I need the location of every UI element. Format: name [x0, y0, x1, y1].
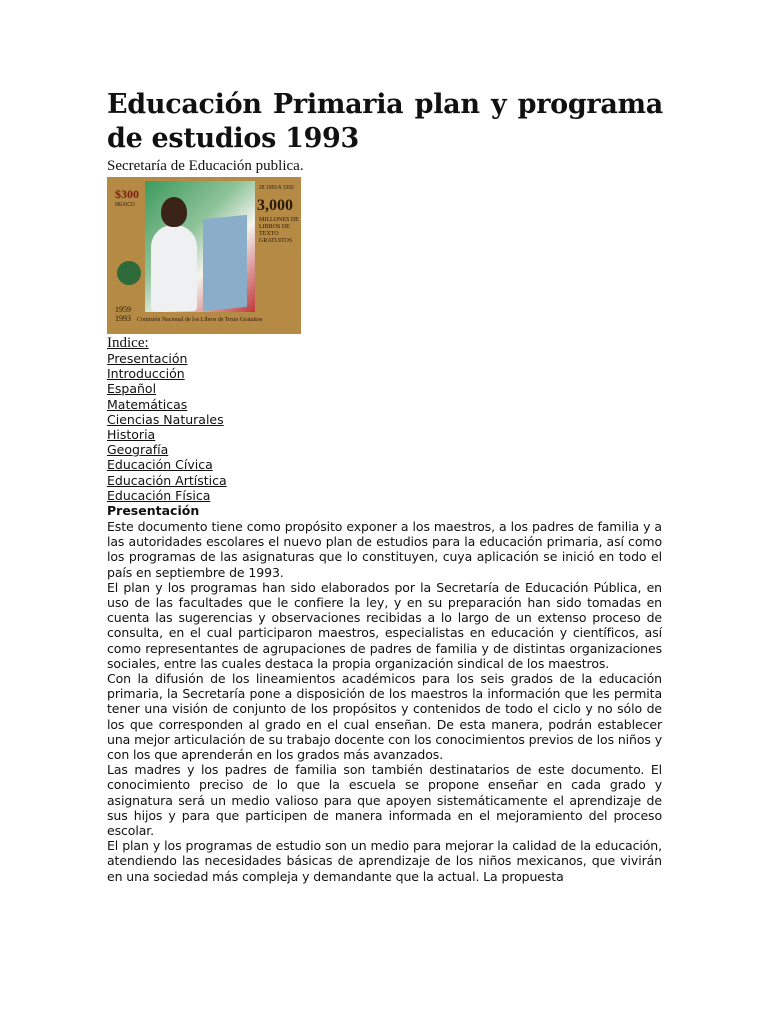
stamp-figure-body — [151, 225, 197, 311]
toc-link[interactable]: Ciencias Naturales — [107, 411, 224, 427]
toc-link[interactable]: Educación Cívica — [107, 457, 213, 473]
stamp-year-end: 1993 — [115, 314, 131, 323]
stamp-image — [107, 177, 301, 334]
stamp-country: MEXICO — [115, 202, 135, 208]
stamp-date-range: 28 1959 A 1993 — [259, 185, 294, 191]
section-heading: Presentación — [107, 503, 200, 518]
stamp-tree-emblem — [117, 261, 141, 285]
toc-link[interactable]: Educación Física — [107, 487, 211, 503]
toc-link[interactable]: Geografía — [107, 442, 169, 458]
stamp-book-shape — [203, 215, 247, 312]
document-title: Educación Primaria plan y programa de estudios 1993 — [107, 89, 663, 154]
toc-link[interactable]: Educación Artística — [107, 472, 227, 488]
toc-item — [107, 412, 227, 427]
toc-item — [107, 397, 227, 412]
stamp-value: $300 — [115, 187, 139, 201]
index-heading: Indice: — [107, 335, 149, 351]
toc-item — [107, 457, 227, 472]
toc-item — [107, 427, 227, 442]
toc-link[interactable]: Presentación — [107, 351, 188, 366]
document-subtitle: Secretaría de Educación publica. — [107, 158, 304, 174]
paragraph: El plan y los programas han sido elaborados por la Secretaría de Educación Pública, en uso de las facultades que le confiere la ley, y en su preparación han sido tomadas en cuenta las sugerencias y observaciones recibidas a lo largo de un extenso proceso de consulta, en el cual participaron maestros, especialistas en educación y científicos, así como representantes de agrupaciones de padres de familia y de distintas organizaciones sociales, entre las cuales destaca la propia organización sindical de los maestros. — [107, 579, 662, 671]
table-of-contents — [107, 351, 227, 503]
toc-item — [107, 381, 227, 396]
toc-item — [107, 351, 227, 366]
paragraph: El plan y los programas de estudio son un medio para mejorar la calidad de la educación, atendiendo las necesidades básicas de aprendizaje de los niños mexicanos, que vivirán en una sociedad más compleja y demandante que la actual. La propuesta — [107, 838, 662, 884]
stamp-headline-sub: MILLONES DE LIBROS DE TEXTO GRATUITOS — [259, 217, 299, 244]
toc-link[interactable]: Matemáticas — [107, 396, 188, 412]
toc-item — [107, 488, 227, 503]
stamp-figure-head — [161, 197, 187, 227]
toc-item — [107, 442, 227, 457]
toc-link[interactable]: Historia — [107, 427, 156, 443]
toc-item — [107, 473, 227, 488]
toc-item — [107, 366, 227, 381]
stamp-caption: Comisión Nacional de los Libros de Texto Gratuitos — [137, 317, 263, 323]
section-body — [107, 519, 662, 884]
toc-link[interactable]: Introducción — [107, 366, 185, 382]
stamp-headline: 3,000 — [257, 197, 293, 214]
paragraph: Este documento tiene como propósito exponer a los maestros, a los padres de familia y a las autoridades escolares el nuevo plan de estudios para la educación primaria, así como los programas de las asignaturas que lo constituyen, cuya aplicación se inició en todo el país en septiembre de 1993. — [107, 519, 662, 580]
paragraph: Las madres y los padres de familia son también destinatarios de este documento. El conocimiento preciso de lo que la escuela se propone enseñar en cada grado y asignatura será un medio valioso para que apoyen sistemáticamente el aprendizaje de sus hijos y para que participen de manera informada en el mejoramiento del proceso escolar. — [107, 762, 662, 839]
toc-link[interactable]: Español — [107, 381, 157, 397]
stamp-year-start: 1959 — [115, 305, 131, 314]
paragraph: Con la difusión de los lineamientos académicos para los seis grados de la educación primaria, la Secretaría pone a disposición de los maestros la información que les permita tener una visión de conjunto de los propósitos y contenidos de todo el ciclo y no sólo de los que corresponden al grado en el cual enseñan. De esta manera, podrán establecer una mejor articulación de su trabajo docente con los conocimientos previos de los niños y con los que aprenderán en los grados más avanzados. — [107, 671, 662, 763]
